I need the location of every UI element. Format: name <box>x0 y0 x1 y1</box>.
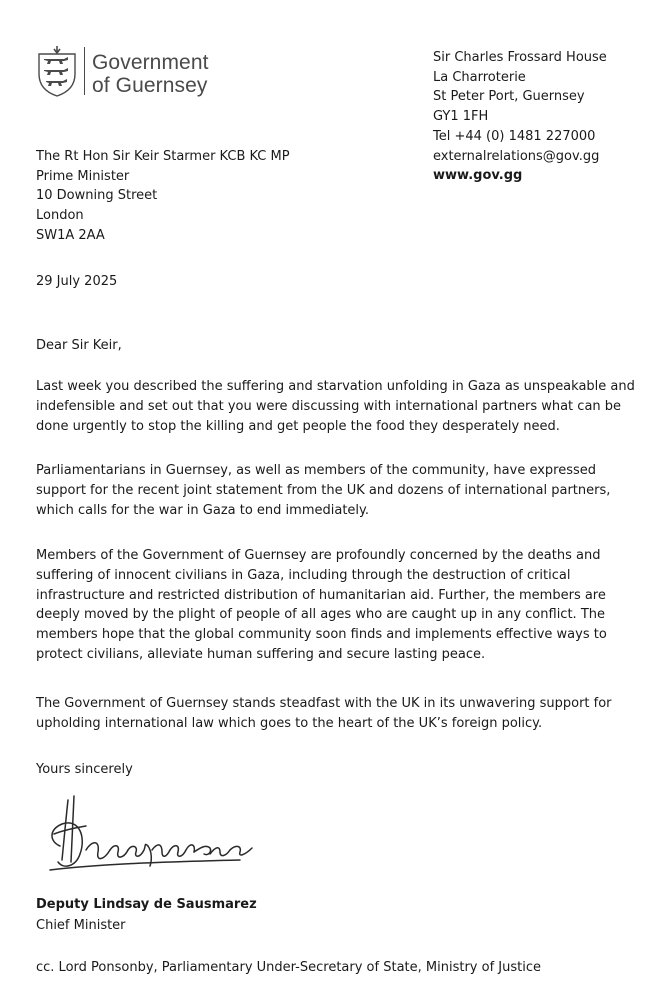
recipient-line: Prime Minister <box>36 168 130 184</box>
sender-address-line: GY1 1FH <box>433 109 489 125</box>
paragraph-line: done urgently to stop the killing and get people the food they desperately need. <box>36 418 560 434</box>
paragraph-line: Parliamentarians in Guernsey, as well as members of the community, have expressed <box>36 463 597 478</box>
paragraph-line: indefensible and set out that you were discussing with international partners what can be <box>36 398 622 414</box>
sender-address-line: St Peter Port, Guernsey <box>433 89 585 105</box>
body-paragraph-1 <box>36 377 636 436</box>
signatory-title: Chief Minister <box>36 918 126 933</box>
recipient-line: London <box>36 208 84 224</box>
paragraph-line: Last week you described the suffering and starvation unfolding in Gaza as unspeakable and <box>36 379 635 394</box>
cc-line: cc. Lord Ponsonby, Parliamentary Under-Secretary of State, Ministry of Justice <box>36 960 541 975</box>
paragraph-line: support for the recent joint statement from the UK and dozens of international partners, <box>36 482 611 498</box>
sender-email[interactable]: externalrelations@gov.gg <box>433 148 600 164</box>
signatory-name: Deputy Lindsay de Sausmarez <box>36 897 257 912</box>
paragraph-line: infrastructure and restricted distribution of humanitarian aid. Further, the members are <box>36 587 606 603</box>
recipient-line: SW1A 2AA <box>36 227 105 243</box>
body-paragraph-4 <box>36 694 636 734</box>
paragraph-line: The Government of Guernsey stands steadfast with the UK in its unwavering support for <box>36 696 612 711</box>
logo-divider <box>84 47 85 95</box>
body-paragraph-3 <box>36 546 636 665</box>
paragraph-line: Members of the Government of Guernsey are profoundly concerned by the deaths and <box>36 548 601 563</box>
sender-address-line: La Charroterie <box>433 69 526 85</box>
sender-address-line: Sir Charles Frossard House <box>433 50 607 65</box>
government-logo-wordmark <box>92 51 209 97</box>
paragraph-line: members hope that the global community soon finds and implements effective ways to <box>36 627 607 643</box>
closing: Yours sincerely <box>36 762 133 777</box>
paragraph-line: protect civilians, alleviate human suffering and secure lasting peace. <box>36 646 486 662</box>
sender-telephone: Tel +44 (0) 1481 227000 <box>433 128 596 144</box>
paragraph-line: suffering of innocent civilians in Gaza, including through the destruction of critical <box>36 567 571 583</box>
salutation: Dear Sir Keir, <box>36 338 122 353</box>
body-paragraph-2 <box>36 461 636 520</box>
paragraph-line: deeply moved by the plight of people of all ages who are caught up in any conflict. The <box>36 607 605 623</box>
paragraph-line: which calls for the war in Gaza to end immediately. <box>36 502 369 518</box>
logo-line-2: of Guernsey <box>92 74 208 97</box>
guernsey-arms-icon <box>36 44 78 98</box>
handwritten-signature <box>40 788 280 888</box>
recipient-address-block <box>36 147 290 246</box>
letter-date: 29 July 2025 <box>36 274 118 289</box>
sender-address-block <box>433 48 607 186</box>
paragraph-line: upholding international law which goes to the heart of the UK’s foreign policy. <box>36 715 543 731</box>
recipient-line: 10 Downing Street <box>36 188 158 204</box>
sender-website[interactable]: www.gov.gg <box>433 168 523 184</box>
logo-line-1: Government <box>92 51 209 74</box>
recipient-line: The Rt Hon Sir Keir Starmer KCB KC MP <box>36 149 290 164</box>
